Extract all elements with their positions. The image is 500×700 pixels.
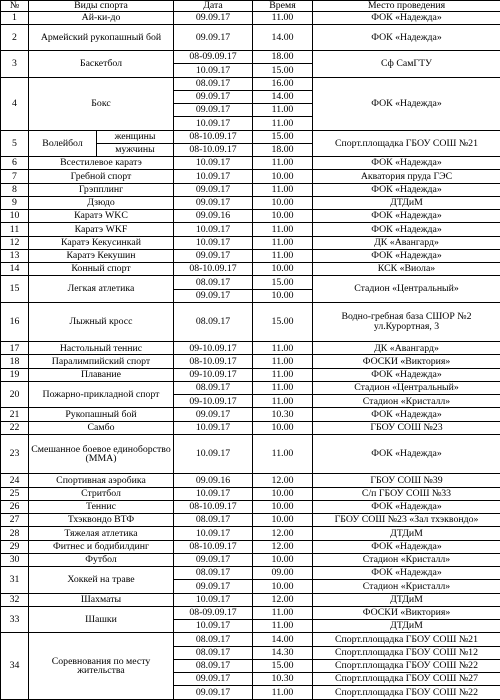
- sport-name: Армейский рукопашный бой: [29, 24, 174, 50]
- venue-cell: ФОК «Надежда»: [313, 540, 500, 553]
- table-row: [1, 500, 500, 513]
- row-number: 5: [1, 130, 29, 157]
- time-cell: 14.30: [253, 646, 313, 659]
- date-cell: 08.09.17: [174, 514, 253, 527]
- row-number: 31: [1, 567, 29, 594]
- table-row: [1, 487, 500, 500]
- time-cell: 11.00: [253, 395, 313, 408]
- row-number: 20: [1, 381, 29, 408]
- date-cell: 09.09.17: [174, 196, 253, 209]
- date-cell: 10.09.17: [174, 157, 253, 170]
- row-number: 14: [1, 263, 29, 276]
- time-cell: 09.00: [253, 567, 313, 580]
- table-row: [1, 553, 500, 566]
- date-cell: 08-10.09.17: [174, 263, 253, 276]
- time-cell: 18.00: [253, 51, 313, 64]
- table-row: [1, 210, 500, 223]
- sport-name: Каратэ WKF: [29, 223, 174, 236]
- venue-cell: Спорт.площадка ГБОУ СОШ №21: [313, 130, 500, 157]
- date-cell: 09.09.17: [174, 24, 253, 50]
- venue-cell: Спорт.площадка ГБОУ СОШ №22: [313, 659, 500, 672]
- venue-cell: ФОК «Надежда»: [313, 249, 500, 262]
- time-cell: 11.00: [253, 368, 313, 381]
- sport-name: Баскетбол: [29, 51, 174, 78]
- sport-name: Шахматы: [29, 593, 174, 606]
- venue-cell: ГБОУ СОШ №23: [313, 421, 500, 434]
- time-cell: 11.00: [253, 606, 313, 619]
- venue-cell: ФОК «Надежда»: [313, 223, 500, 236]
- table-row: [1, 51, 500, 64]
- sport-name: Легкая атлетика: [29, 276, 174, 303]
- venue-cell: ФОК «Надежда»: [313, 157, 500, 170]
- date-cell: 08.09.17: [174, 302, 253, 341]
- time-cell: 11.00: [253, 686, 313, 700]
- time-cell: 10.00: [253, 289, 313, 302]
- row-number: 17: [1, 342, 29, 355]
- header-date: Дата: [174, 1, 253, 12]
- time-cell: 10.00: [253, 553, 313, 566]
- date-cell: 08.09.17: [174, 381, 253, 394]
- date-cell: 10.09.17: [174, 117, 253, 130]
- time-cell: 14.00: [253, 633, 313, 646]
- time-cell: 12.00: [253, 474, 313, 487]
- date-cell: 09-10.09.17: [174, 395, 253, 408]
- sport-name: Шашки: [29, 606, 174, 633]
- sport-name: Всестилевое каратэ: [29, 157, 174, 170]
- row-number: 7: [1, 170, 29, 183]
- venue-cell: Водно-гребная база СШОР №2 ул.Курортная, 3: [313, 302, 500, 341]
- venue-cell: ДТДиМ: [313, 593, 500, 606]
- date-cell: 09.09.17: [174, 249, 253, 262]
- table-row: [1, 381, 500, 394]
- date-cell: 08.09.17: [174, 659, 253, 672]
- venue-cell: ФОК «Надежда»: [313, 408, 500, 421]
- date-cell: 10.09.17: [174, 434, 253, 473]
- table-row: [1, 593, 500, 606]
- date-cell: 10.09.17: [174, 593, 253, 606]
- date-cell: 08.09.17: [174, 633, 253, 646]
- time-cell: 18.00: [253, 143, 313, 156]
- date-cell: 10.09.17: [174, 487, 253, 500]
- venue-cell: ДТДиМ: [313, 196, 500, 209]
- venue-cell: ДТДиМ: [313, 527, 500, 540]
- venue-cell: ФОК «Надежда»: [313, 500, 500, 513]
- sport-category: мужчины: [97, 143, 174, 156]
- date-cell: 10.09.17: [174, 170, 253, 183]
- table-row: [1, 408, 500, 421]
- time-cell: 12.00: [253, 593, 313, 606]
- date-cell: 10.09.17: [174, 527, 253, 540]
- time-cell: 12.00: [253, 527, 313, 540]
- row-number: 8: [1, 183, 29, 196]
- table-row: [1, 77, 500, 90]
- time-cell: 11.00: [253, 342, 313, 355]
- header-time: Время: [253, 1, 313, 12]
- time-cell: 10.00: [253, 487, 313, 500]
- row-number: 30: [1, 553, 29, 566]
- row-number: 22: [1, 421, 29, 434]
- venue-cell: С/п ГБОУ СОШ №33: [313, 487, 500, 500]
- sport-category: женщины: [97, 130, 174, 143]
- venue-cell: Спорт.площадка ГБОУ СОШ №27: [313, 673, 500, 686]
- venue-cell: ГБОУ СОШ №39: [313, 474, 500, 487]
- row-number: 2: [1, 24, 29, 50]
- venue-cell: ДТДиМ: [313, 620, 500, 633]
- time-cell: 15.00: [253, 276, 313, 289]
- venue-cell: ФОК «Надежда»: [313, 183, 500, 196]
- row-number: 15: [1, 276, 29, 303]
- date-cell: 08-10.09.17: [174, 355, 253, 368]
- sport-name: Фитнес и бодибилдинг: [29, 540, 174, 553]
- time-cell: 11.00: [253, 157, 313, 170]
- sport-name: Самбо: [29, 421, 174, 434]
- table-row: [1, 514, 500, 527]
- row-number: 4: [1, 77, 29, 130]
- table-row: [1, 130, 500, 143]
- time-cell: 11.00: [253, 236, 313, 249]
- row-number: 3: [1, 51, 29, 78]
- time-cell: 10.00: [253, 170, 313, 183]
- time-cell: 11.00: [253, 434, 313, 473]
- time-cell: 11.00: [253, 117, 313, 130]
- time-cell: 11.00: [253, 183, 313, 196]
- row-number: 13: [1, 249, 29, 262]
- venue-cell: КСК «Виола»: [313, 263, 500, 276]
- sport-name: Ай-ки-до: [29, 11, 174, 24]
- venue-cell: ФОК «Надежда»: [313, 77, 500, 130]
- row-number: 25: [1, 487, 29, 500]
- venue-cell: Стадион «Кристалл»: [313, 395, 500, 408]
- table-row: [1, 249, 500, 262]
- table-row: [1, 157, 500, 170]
- date-cell: 09.09.17: [174, 408, 253, 421]
- time-cell: 11.00: [253, 104, 313, 117]
- date-cell: 10.09.17: [174, 64, 253, 77]
- row-number: 16: [1, 302, 29, 341]
- sport-name: Гребной спорт: [29, 170, 174, 183]
- sport-name: Тяжелая атлетика: [29, 527, 174, 540]
- date-cell: 09.09.17: [174, 580, 253, 593]
- time-cell: 14.00: [253, 24, 313, 50]
- date-cell: 08.09.17: [174, 567, 253, 580]
- time-cell: 15.00: [253, 130, 313, 143]
- table-row: [1, 633, 500, 646]
- table-row: [1, 567, 500, 580]
- time-cell: 11.00: [253, 11, 313, 24]
- table-row: [1, 24, 500, 50]
- row-number: 1: [1, 11, 29, 24]
- date-cell: 08-10.09.17: [174, 130, 253, 143]
- time-cell: 15.00: [253, 64, 313, 77]
- sport-name: Каратэ Кекушин: [29, 249, 174, 262]
- date-cell: 10.09.17: [174, 223, 253, 236]
- date-cell: 09.09.17: [174, 289, 253, 302]
- venue-cell: Спорт.площадка ГБОУ СОШ №12: [313, 646, 500, 659]
- date-cell: 08-10.09.17: [174, 143, 253, 156]
- time-cell: 14.00: [253, 90, 313, 103]
- row-number: 28: [1, 527, 29, 540]
- venue-cell: Стадион «Центральный»: [313, 276, 500, 303]
- time-cell: 11.00: [253, 249, 313, 262]
- time-cell: 16.00: [253, 77, 313, 90]
- row-number: 6: [1, 157, 29, 170]
- sport-name: Стритбол: [29, 487, 174, 500]
- header-venue: Место проведения: [313, 1, 500, 12]
- date-cell: 08-10.09.17: [174, 540, 253, 553]
- header-row: [1, 1, 500, 12]
- time-cell: 10.30: [253, 673, 313, 686]
- venue-cell: Стадион «Центральный»: [313, 381, 500, 394]
- venue-cell: ФОСКИ «Виктория»: [313, 355, 500, 368]
- date-cell: 09.09.17: [174, 104, 253, 117]
- table-row: [1, 474, 500, 487]
- time-cell: 10.00: [253, 421, 313, 434]
- sport-name: Футбол: [29, 553, 174, 566]
- sport-name: Пожарно-прикладной спорт: [29, 381, 174, 408]
- table-row: [1, 302, 500, 341]
- venue-cell: ДК «Авангард»: [313, 342, 500, 355]
- date-cell: 08.09.17: [174, 646, 253, 659]
- sport-name: Смешанное боевое единоборство (ММА): [29, 434, 174, 473]
- sport-name: Настольный теннис: [29, 342, 174, 355]
- row-number: 26: [1, 500, 29, 513]
- table-row: [1, 606, 500, 619]
- sport-name: Конный спорт: [29, 263, 174, 276]
- row-number: 32: [1, 593, 29, 606]
- table-row: [1, 527, 500, 540]
- date-cell: 09-10.09.17: [174, 368, 253, 381]
- date-cell: 09.09.16: [174, 474, 253, 487]
- header-sport: Виды спорта: [29, 1, 174, 12]
- sport-name: Грэпплинг: [29, 183, 174, 196]
- table-row: [1, 170, 500, 183]
- date-cell: 08.09.17: [174, 77, 253, 90]
- row-number: 11: [1, 223, 29, 236]
- venue-cell: Спорт.площадка ГБОУ СОШ №21: [313, 633, 500, 646]
- date-cell: 10.09.17: [174, 421, 253, 434]
- sport-name: Тхэквондо ВТФ: [29, 514, 174, 527]
- table-row: [1, 434, 500, 473]
- table-row: [1, 236, 500, 249]
- date-cell: 10.09.17: [174, 620, 253, 633]
- venue-cell: Стадион «Кристалл»: [313, 553, 500, 566]
- sport-name: Каратэ Кекусинкай: [29, 236, 174, 249]
- sport-name: Плавание: [29, 368, 174, 381]
- venue-cell: ГБОУ СОШ №23 «Зал тхэквондо»: [313, 514, 500, 527]
- venue-cell: ДК «Авангард»: [313, 236, 500, 249]
- sport-name: Теннис: [29, 500, 174, 513]
- sport-name: Каратэ WKC: [29, 210, 174, 223]
- date-cell: 09-10.09.17: [174, 342, 253, 355]
- sport-name: Дзюдо: [29, 196, 174, 209]
- table-row: [1, 183, 500, 196]
- table-row: [1, 223, 500, 236]
- table-row: [1, 276, 500, 289]
- venue-cell: Стадион «Кристалл»: [313, 580, 500, 593]
- table-row: [1, 196, 500, 209]
- sport-name: Паралимпийский спорт: [29, 355, 174, 368]
- time-cell: 10.00: [253, 196, 313, 209]
- time-cell: 11.00: [253, 223, 313, 236]
- table-row: [1, 342, 500, 355]
- time-cell: 15.00: [253, 659, 313, 672]
- row-number: 10: [1, 210, 29, 223]
- time-cell: 12.00: [253, 540, 313, 553]
- row-number: 12: [1, 236, 29, 249]
- venue-cell: ФОК «Надежда»: [313, 567, 500, 580]
- venue-cell: ФОК «Надежда»: [313, 434, 500, 473]
- time-cell: 11.00: [253, 355, 313, 368]
- row-number: 24: [1, 474, 29, 487]
- row-number: 23: [1, 434, 29, 473]
- time-cell: 11.00: [253, 381, 313, 394]
- date-cell: 09.09.17: [174, 90, 253, 103]
- time-cell: 10.00: [253, 210, 313, 223]
- sport-name: Хоккей на траве: [29, 567, 174, 594]
- time-cell: 11.00: [253, 620, 313, 633]
- date-cell: 10.09.17: [174, 236, 253, 249]
- date-cell: 09.09.17: [174, 686, 253, 700]
- sport-name: Лыжный кросс: [29, 302, 174, 341]
- time-cell: 10.00: [253, 263, 313, 276]
- venue-cell: ФОК «Надежда»: [313, 210, 500, 223]
- date-cell: 08-09.09.17: [174, 51, 253, 64]
- sport-name: Соревнования по месту жительства: [29, 633, 174, 700]
- row-number: 21: [1, 408, 29, 421]
- row-number: 27: [1, 514, 29, 527]
- date-cell: 08-09.09.17: [174, 606, 253, 619]
- date-cell: 08.09.17: [174, 276, 253, 289]
- venue-cell: ФОК «Надежда»: [313, 11, 500, 24]
- date-cell: 09.09.17: [174, 183, 253, 196]
- row-number: 19: [1, 368, 29, 381]
- row-number: 9: [1, 196, 29, 209]
- row-number: 29: [1, 540, 29, 553]
- date-cell: 09.09.16: [174, 210, 253, 223]
- row-number: 34: [1, 633, 29, 700]
- schedule-body: [1, 11, 500, 700]
- row-number: 33: [1, 606, 29, 633]
- time-cell: 15.00: [253, 302, 313, 341]
- time-cell: 10.00: [253, 580, 313, 593]
- venue-cell: Спорт.площадка ГБОУ СОШ №22: [313, 686, 500, 700]
- time-cell: 10.00: [253, 500, 313, 513]
- table-row: [1, 540, 500, 553]
- table-row: [1, 11, 500, 24]
- header-num: №: [1, 1, 29, 12]
- venue-cell: ФОК «Надежда»: [313, 24, 500, 50]
- row-number: 18: [1, 355, 29, 368]
- date-cell: 09.09.17: [174, 553, 253, 566]
- date-cell: 08-10.09.17: [174, 500, 253, 513]
- venue-cell: Акватория пруда ГЭС: [313, 170, 500, 183]
- venue-cell: ФОСКИ «Виктория»: [313, 606, 500, 619]
- date-cell: 09.09.17: [174, 673, 253, 686]
- table-row: [1, 263, 500, 276]
- date-cell: 09.09.17: [174, 11, 253, 24]
- table-row: [1, 355, 500, 368]
- time-cell: 10.00: [253, 514, 313, 527]
- venue-cell: ФОК «Надежда»: [313, 368, 500, 381]
- venue-cell: Сф СамГТУ: [313, 51, 500, 78]
- sport-name: Волейбол: [29, 130, 97, 157]
- table-row: [1, 421, 500, 434]
- sport-name: Бокс: [29, 77, 174, 130]
- table-row: [1, 368, 500, 381]
- time-cell: 10.30: [253, 408, 313, 421]
- sport-name: Спортивная аэробика: [29, 474, 174, 487]
- sport-name: Рукопашный бой: [29, 408, 174, 421]
